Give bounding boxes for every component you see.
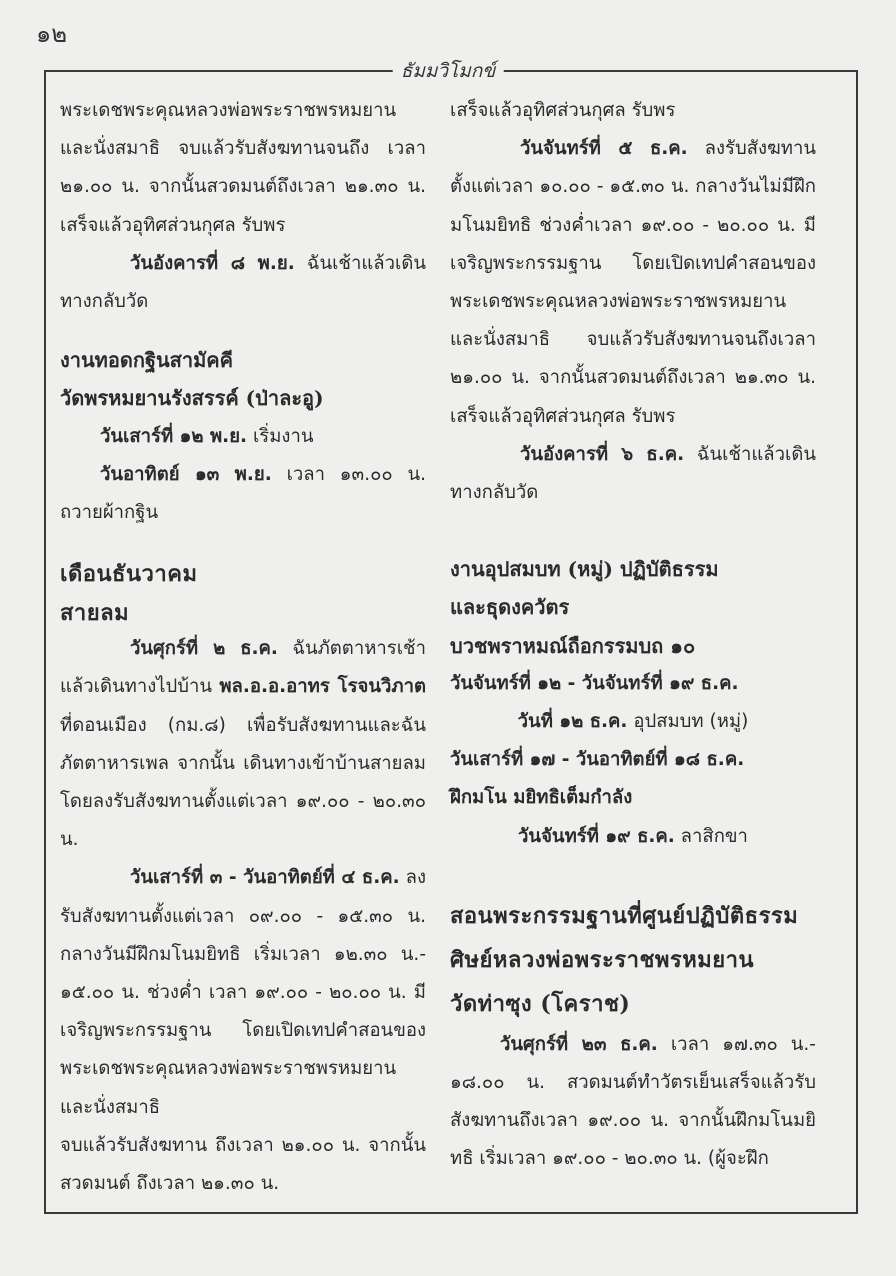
section-subheading-disciples: ศิษย์หลวงพ่อพระราชพรหมยาน (450, 946, 754, 973)
schedule-dates: วันจันทร์ที่ ๑๒ - วันจันทร์ที่ ๑๙ ธ.ค. (450, 672, 739, 694)
right-paragraph-1: เสร็จแล้วอุทิศส่วนกุศล รับพร (450, 100, 676, 121)
right-column (450, 92, 816, 1179)
date-heading: วันศุกร์ที่ ๒๓ ธ.ค. (500, 1033, 658, 1055)
section-heading-kathin: งานทอดกฐินสามัคคี (60, 348, 234, 373)
section-subheading-korat: วัดท่าซุง (โคราช) (450, 990, 631, 1017)
section-subheading-temple: วัดพรหมยานรังสรรค์ (ป่าละอู) (60, 386, 324, 411)
date-heading: วันที่ ๑๒ ธ.ค. (517, 711, 628, 733)
meditation-training: ฝึกมโน มยิทธิเต็มกำลัง (450, 787, 633, 809)
right-paragraph-4 (450, 1026, 816, 1179)
date-heading: วันเสาร์ที่ ๓ - วันอาทิตย์ที่ ๔ ธ.ค. (130, 867, 400, 889)
date-heading: วันเสาร์ที่ ๑๒ พ.ย. (100, 425, 248, 447)
person-name: พล.อ.อ.อาทร โรจนวิภาต (219, 676, 426, 698)
date-heading: วันอังคารที่ ๘ พ.ย. (130, 252, 295, 274)
paragraph-text: อุปสมบท (หมู่) (627, 711, 749, 733)
paragraph-text: ลงรับสังฆทานตั้งแต่เวลา ๐๙.๐๐ - ๑๕.๓๐ น. กลางวันมีฝึกมโนมยิทธิ เริ่มเวลา ๑๒.๓๐ น.- ๑๕.๐๐ น. ช่วงค่ำ เวลา ๑๙.๐๐ - ๒๐.๐๐ น. มีเจริญพระกรรมฐาน โดยเปิดเทปคำสอนของพระเดชพระคุณหลวงพ่อพระราชพรหมยานและนั่งสมาธิ (60, 867, 426, 1118)
section-subheading-dhutanga: และธุดงควัตร (450, 595, 570, 620)
leave-monkhood-day (450, 818, 816, 856)
paragraph-text: ลาสิกขา (674, 825, 748, 847)
date-heading: วันศุกร์ที่ ๒ ธ.ค. (130, 638, 278, 660)
left-paragraph-6 (60, 859, 426, 1126)
left-paragraph-5 (60, 630, 426, 859)
ordination-day (450, 703, 816, 741)
left-paragraph-1: พระเดชพระคุณหลวงพ่อพระราชพรหมยานและนั่งสมาธิ จบแล้วรับสังฆทานจนถึง เวลา ๒๑.๐๐ น. จากนั้นสวดมนต์ถึงเวลา ๒๑.๓๐ น. เสร็จแล้วอุทิศส่วนกุศล รับพร (60, 100, 426, 236)
section-heading-ordination: งานอุปสมบท (หมู่) ปฏิบัติธรรม (450, 557, 719, 582)
section-heading-teaching: สอนพระกรรมฐานที่ศูนย์ปฏิบัติธรรม (450, 902, 799, 929)
date-heading: วันจันทร์ที่ ๕ ธ.ค. (520, 138, 688, 160)
meditation-dates: วันเสาร์ที่ ๑๗ - วันอาทิตย์ที่ ๑๘ ธ.ค. (450, 749, 745, 771)
left-paragraph-2 (60, 245, 426, 321)
paragraph-text: ลงรับสังฆทาน ตั้งแต่เวลา ๑๐.๐๐ - ๑๕.๓๐ น. กลางวันไม่มีฝึกมโนมยิทธิ ช่วงค่ำเวลา ๑๙.๐๐ - ๒๐.๐๐ น. มีเจริญพระกรรมฐาน โดยเปิดเทปคำสอนของพระเดชพระคุณหลวงพ่อพระราชพรหมยานและนั่งสมาธิ จบแล้วรับสังฆทานจนถึงเวลา ๒๑.๐๐ น. จากนั้นสวดมนต์ถึงเวลา ๒๑.๓๐ น. เสร็จแล้วอุทิศส่วนกุศล รับพร (450, 138, 816, 427)
running-head-title: ธัมมวิโมกข์ (393, 56, 504, 86)
paragraph-text: ฉันเช้าแล้วเดินทางกลับวัด (60, 252, 426, 313)
month-heading: เดือนธันวาคม (60, 561, 198, 588)
left-paragraph-7: จบแล้วรับสังฆทาน ถึงเวลา ๒๑.๐๐ น. จากนั้นสวดมนต์ ถึงเวลา ๒๑.๓๐ น. (60, 1134, 426, 1195)
right-paragraph-3 (450, 436, 816, 512)
paragraph-text: เวลา ๑๗.๓๐ น.- ๑๘.๐๐ น. สวดมนต์ทำวัตรเย็นเสร็จแล้วรับสังฆทานถึงเวลา ๑๙.๐๐ น. จากนั้นฝึกมโนมยิทธิ เริ่มเวลา ๑๙.๐๐ - ๒๐.๓๐ น. (ผู้จะฝึก (450, 1033, 816, 1170)
paragraph-text: ที่ดอนเมือง (กม.๘) เพื่อรับสังฆทานและฉันภัตตาหารเพล จากนั้น เดินทางเข้าบ้านสายลม โดยลงรับสังฆทานตั้งแต่เวลา ๑๙.๐๐ - ๒๐.๓๐ น. (60, 714, 426, 851)
paragraph-text: เวลา ๑๓.๐๐ น. ถวายผ้ากฐิน (60, 463, 426, 524)
page-number: ๑๒ (36, 20, 68, 48)
spacer (450, 512, 816, 550)
right-paragraph-2 (450, 130, 816, 436)
left-paragraph-4 (60, 456, 426, 532)
date-heading: วันอาทิตย์ ๑๓ พ.ย. (100, 463, 272, 485)
location-heading: สายลม (60, 600, 130, 627)
date-heading: วันจันทร์ที่ ๑๙ ธ.ค. (518, 825, 675, 847)
section-subheading-precepts: บวชพราหมณ์ถือกรรมบถ ๑๐ (450, 633, 696, 658)
left-paragraph-3 (60, 418, 426, 456)
spacer (60, 321, 426, 341)
paragraph-text: ฉันเช้าแล้วเดินทางกลับวัด (450, 443, 817, 504)
date-heading: วันอังคารที่ ๖ ธ.ค. (520, 443, 685, 465)
paragraph-text: เริ่มงาน (247, 425, 314, 447)
spacer (60, 532, 426, 552)
spacer (450, 856, 816, 894)
paragraph-text: ฉันภัตตาหารเช้าแล้วเดินทางไปบ้าน (60, 638, 426, 698)
left-column (60, 92, 426, 1203)
